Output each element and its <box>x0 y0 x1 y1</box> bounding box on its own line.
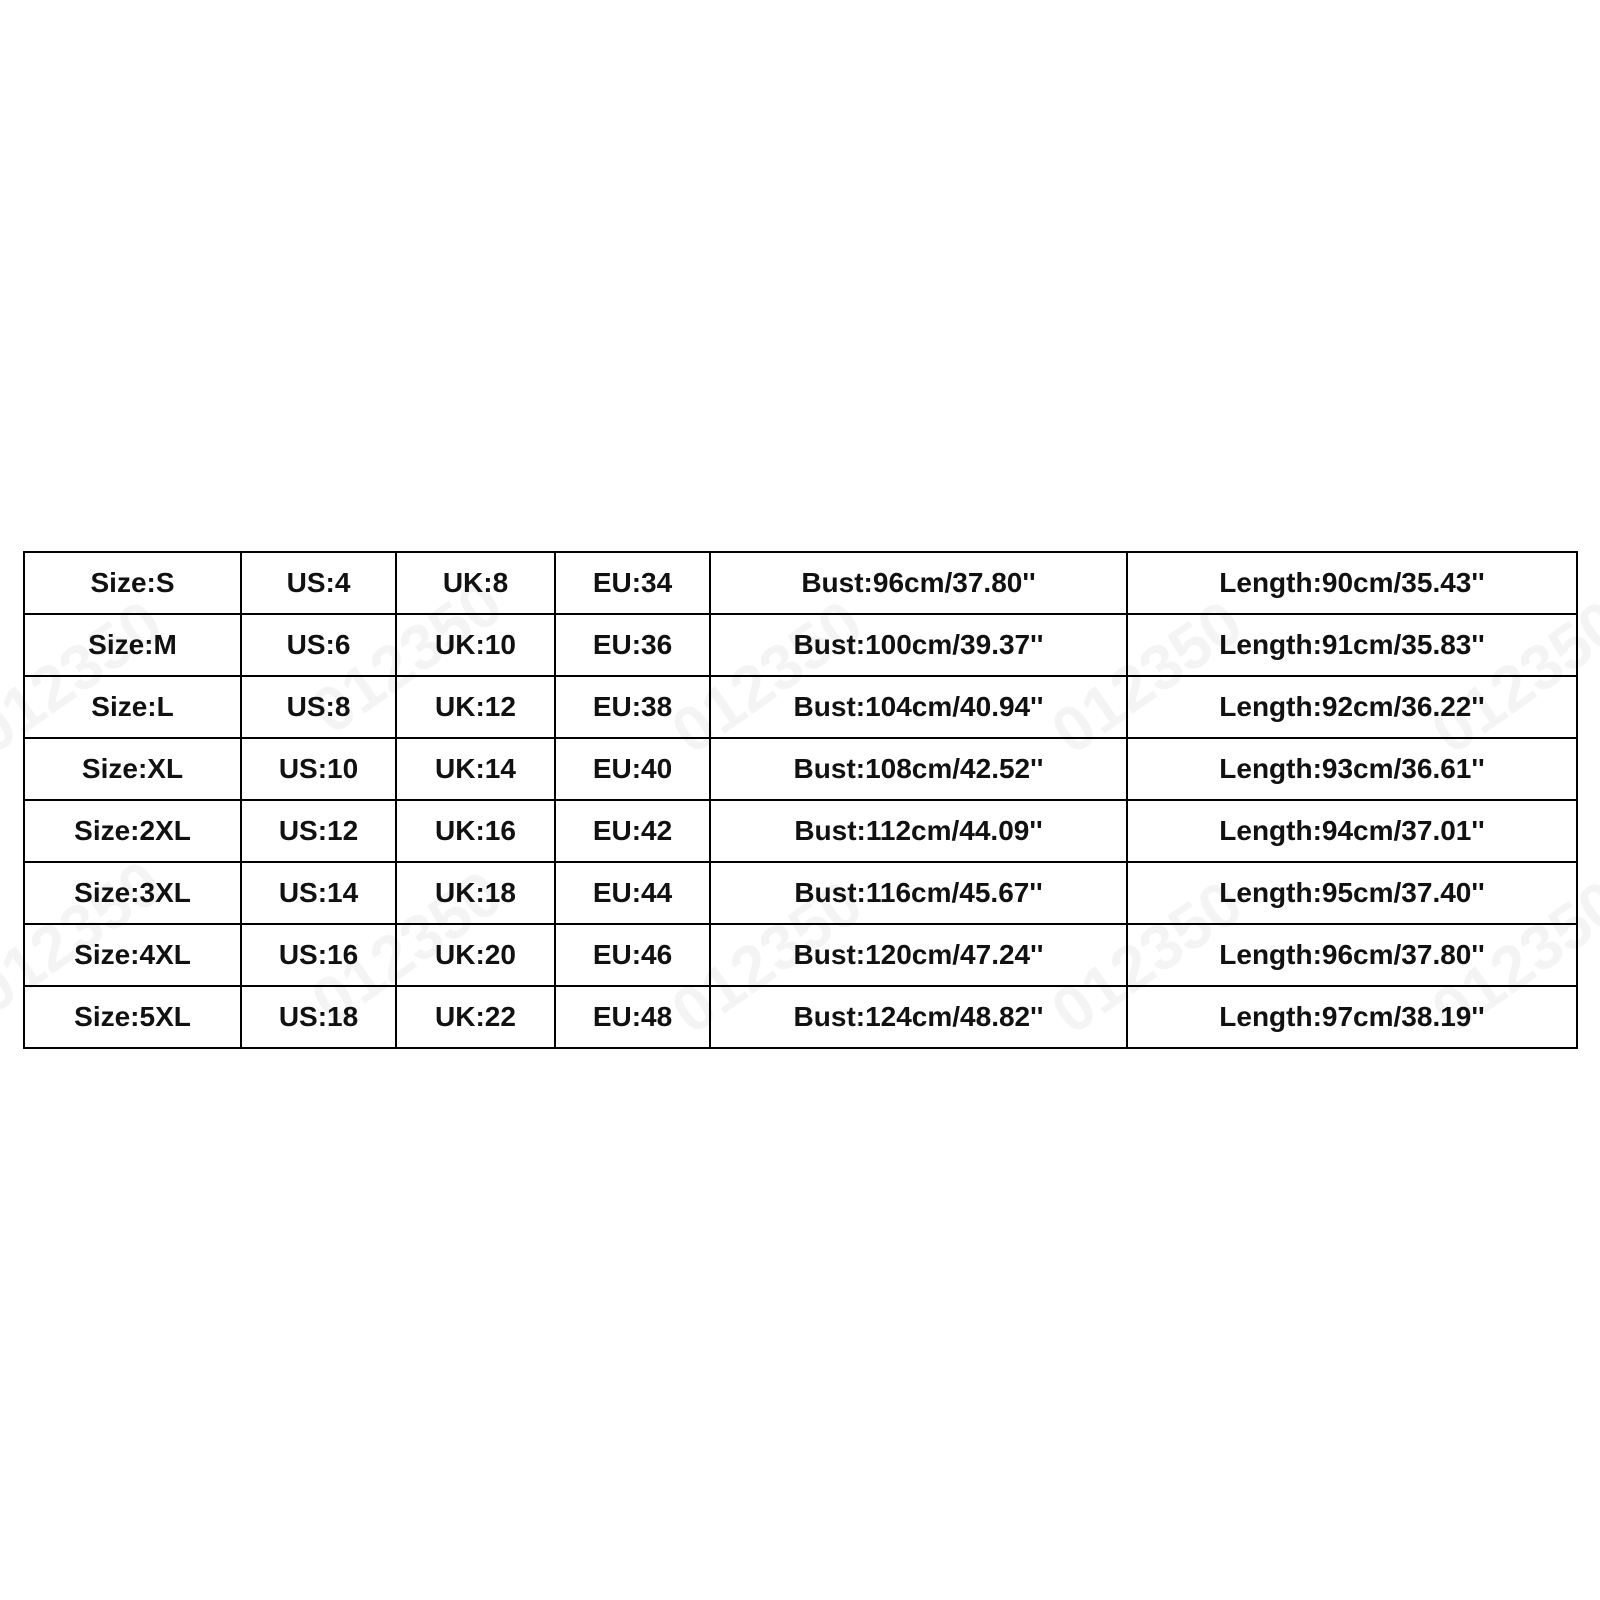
uk-size-cell: UK:10 <box>396 614 555 676</box>
eu-size-cell: EU:36 <box>555 614 710 676</box>
length-cell: Length:96cm/37.80'' <box>1127 924 1577 986</box>
uk-size-cell: UK:14 <box>396 738 555 800</box>
bust-cell: Bust:112cm/44.09'' <box>710 800 1127 862</box>
length-cell: Length:94cm/37.01'' <box>1127 800 1577 862</box>
bust-cell: Bust:124cm/48.82'' <box>710 986 1127 1048</box>
bust-cell: Bust:108cm/42.52'' <box>710 738 1127 800</box>
length-cell: Length:92cm/36.22'' <box>1127 676 1577 738</box>
length-cell: Length:95cm/37.40'' <box>1127 862 1577 924</box>
size-cell: Size:5XL <box>24 986 241 1048</box>
length-cell: Length:93cm/36.61'' <box>1127 738 1577 800</box>
table-row <box>24 862 1577 924</box>
bust-cell: Bust:120cm/47.24'' <box>710 924 1127 986</box>
size-cell: Size:S <box>24 552 241 614</box>
us-size-cell: US:4 <box>241 552 396 614</box>
bust-cell: Bust:100cm/39.37'' <box>710 614 1127 676</box>
length-cell: Length:91cm/35.83'' <box>1127 614 1577 676</box>
length-cell: Length:97cm/38.19'' <box>1127 986 1577 1048</box>
eu-size-cell: EU:42 <box>555 800 710 862</box>
us-size-cell: US:18 <box>241 986 396 1048</box>
table-row <box>24 738 1577 800</box>
table-row <box>24 800 1577 862</box>
uk-size-cell: UK:18 <box>396 862 555 924</box>
eu-size-cell: EU:34 <box>555 552 710 614</box>
eu-size-cell: EU:46 <box>555 924 710 986</box>
eu-size-cell: EU:38 <box>555 676 710 738</box>
table-row <box>24 552 1577 614</box>
bust-cell: Bust:104cm/40.94'' <box>710 676 1127 738</box>
uk-size-cell: UK:20 <box>396 924 555 986</box>
eu-size-cell: EU:48 <box>555 986 710 1048</box>
us-size-cell: US:8 <box>241 676 396 738</box>
length-cell: Length:90cm/35.43'' <box>1127 552 1577 614</box>
us-size-cell: US:14 <box>241 862 396 924</box>
us-size-cell: US:12 <box>241 800 396 862</box>
uk-size-cell: UK:16 <box>396 800 555 862</box>
size-cell: Size:M <box>24 614 241 676</box>
uk-size-cell: UK:12 <box>396 676 555 738</box>
us-size-cell: US:16 <box>241 924 396 986</box>
uk-size-cell: UK:22 <box>396 986 555 1048</box>
eu-size-cell: EU:40 <box>555 738 710 800</box>
us-size-cell: US:10 <box>241 738 396 800</box>
size-cell: Size:3XL <box>24 862 241 924</box>
size-cell: Size:L <box>24 676 241 738</box>
uk-size-cell: UK:8 <box>396 552 555 614</box>
size-cell: Size:2XL <box>24 800 241 862</box>
table-row <box>24 986 1577 1048</box>
us-size-cell: US:6 <box>241 614 396 676</box>
size-chart-table <box>23 551 1578 1049</box>
size-cell: Size:4XL <box>24 924 241 986</box>
table-row <box>24 614 1577 676</box>
size-cell: Size:XL <box>24 738 241 800</box>
eu-size-cell: EU:44 <box>555 862 710 924</box>
table-row <box>24 924 1577 986</box>
bust-cell: Bust:116cm/45.67'' <box>710 862 1127 924</box>
bust-cell: Bust:96cm/37.80'' <box>710 552 1127 614</box>
table-row <box>24 676 1577 738</box>
